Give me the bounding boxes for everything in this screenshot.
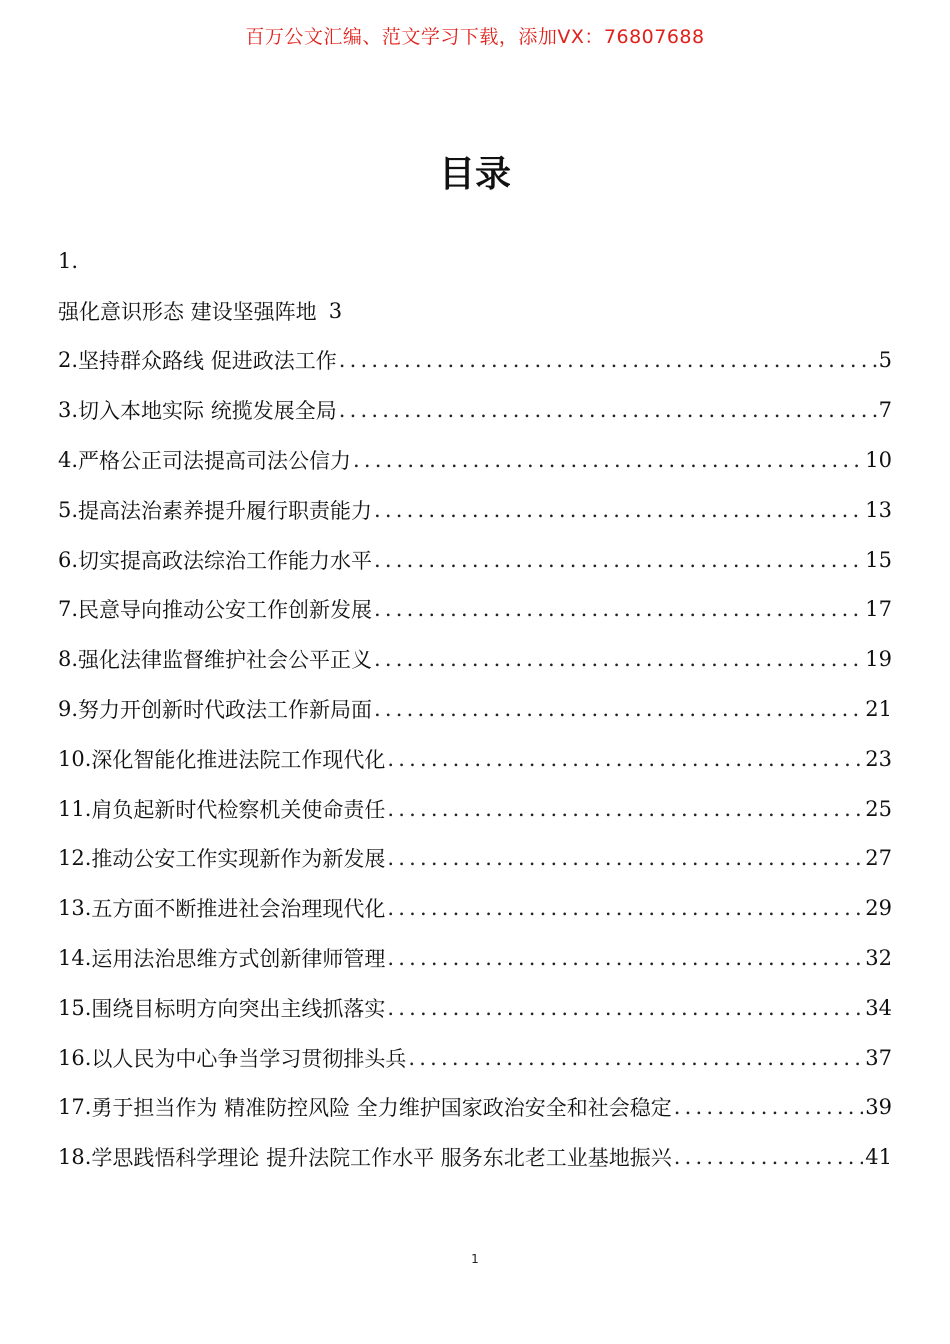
toc-entry-page: 21 — [865, 697, 892, 722]
dot-leader — [406, 1046, 863, 1070]
toc-entry[interactable] — [58, 784, 892, 834]
toc-entry-number: 4. — [58, 448, 79, 473]
toc-entry-title: 切入本地实际 统揽发展全局 — [78, 399, 337, 424]
dot-leader — [372, 697, 863, 721]
toc-entry-number: 6. — [58, 547, 79, 572]
dot-leader — [672, 1145, 864, 1169]
toc-entry[interactable] — [58, 983, 892, 1033]
toc-entry-title: 严格公正司法提高司法公信力 — [78, 449, 352, 474]
toc-entry-number: 10. — [58, 746, 92, 771]
dot-leader — [372, 647, 863, 671]
dot-leader — [385, 747, 863, 771]
toc-entry-page: 7 — [878, 398, 892, 423]
toc-entry-number: 3. — [58, 398, 79, 423]
toc-entry-page: 34 — [865, 995, 892, 1020]
toc-entry-page: 5 — [878, 348, 892, 373]
toc-entry-number: 17. — [58, 1095, 92, 1120]
toc-entry-number: 16. — [58, 1045, 92, 1070]
toc-entry[interactable] — [58, 585, 892, 635]
toc-entry-title: 强化法律监督维护社会公平正义 — [78, 648, 373, 673]
toc-entry[interactable] — [58, 435, 892, 485]
toc-entry-title: 强化意识形态 建设坚强阵地 — [58, 299, 317, 324]
page-title: 目录 — [438, 154, 511, 195]
dot-leader — [385, 896, 863, 920]
toc-entry-page: 3 — [328, 298, 343, 323]
dot-leader — [385, 846, 863, 870]
toc-entry[interactable] — [58, 1033, 892, 1083]
dot-leader — [372, 597, 863, 621]
toc-entry-number: 9. — [58, 697, 79, 722]
toc-entry-page: 19 — [865, 647, 892, 672]
toc-entry-title: 围绕目标明方向突出主线抓落实 — [91, 996, 386, 1021]
toc-entry[interactable] — [58, 634, 892, 684]
toc-entry-page: 25 — [865, 796, 892, 821]
toc-entry[interactable] — [58, 535, 892, 585]
toc-entry[interactable] — [58, 385, 892, 435]
dot-leader — [372, 548, 863, 572]
toc-entry-title: 努力开创新时代政法工作新局面 — [78, 698, 373, 723]
toc-entry-title: 五方面不断推进社会治理现代化 — [91, 897, 386, 922]
dot-leader — [337, 398, 877, 422]
toc-entry[interactable] — [58, 1083, 892, 1133]
toc-entry[interactable] — [58, 883, 892, 933]
toc-entry-number: 12. — [58, 846, 92, 871]
page-number: 1 — [471, 1252, 479, 1266]
toc-entry-title: 推动公安工作实现新作为新发展 — [91, 847, 386, 872]
toc-entry-title: 学思践悟科学理论 提升法院工作水平 服务东北老工业基地振兴 — [91, 1146, 672, 1171]
toc-entry-title: 切实提高政法综治工作能力水平 — [78, 548, 373, 573]
toc-entry-page: 29 — [865, 896, 892, 921]
toc-entry-1-title-line[interactable] — [58, 286, 892, 336]
toc-entry-number: 8. — [58, 647, 79, 672]
toc-entry-page: 10 — [865, 448, 892, 473]
header-banner: 百万公文汇编、范文学习下载，添加VX：76807688 — [245, 26, 705, 48]
toc-entry-number: 5. — [58, 497, 79, 522]
toc-entry[interactable] — [58, 933, 892, 983]
toc-entry-page: 15 — [865, 547, 892, 572]
toc-entry-page: 39 — [865, 1095, 892, 1120]
toc-entry-title: 勇于担当作为 精准防控风险 全力维护国家政治安全和社会稳定 — [91, 1096, 672, 1121]
toc-entry-title: 运用法治思维方式创新律师管理 — [91, 947, 386, 972]
toc-entry-number: 14. — [58, 946, 92, 971]
toc-entry[interactable] — [58, 336, 892, 386]
dot-leader — [351, 448, 863, 472]
toc-entry-number: 1. — [58, 248, 79, 273]
toc-entry-title: 坚持群众路线 促进政法工作 — [78, 349, 337, 374]
toc-entry-title: 以人民为中心争当学习贯彻排头兵 — [91, 1046, 407, 1071]
toc-entry-title: 民意导向推动公安工作创新发展 — [78, 598, 373, 623]
toc-entry-number: 18. — [58, 1145, 92, 1170]
dot-leader — [372, 498, 863, 522]
toc-entry-page: 32 — [865, 946, 892, 971]
toc-entry-number: 15. — [58, 995, 92, 1020]
toc-entry-title: 提高法治素养提升履行职责能力 — [78, 498, 373, 523]
dot-leader — [337, 348, 877, 372]
toc-entry-page: 23 — [865, 746, 892, 771]
toc-entry[interactable] — [58, 684, 892, 734]
table-of-contents — [58, 236, 892, 1182]
toc-entry-page: 17 — [865, 597, 892, 622]
toc-entry-title: 肩负起新时代检察机关使命责任 — [91, 797, 386, 822]
dot-leader — [385, 996, 863, 1020]
toc-entry[interactable] — [58, 1132, 892, 1182]
toc-entry-page: 41 — [865, 1145, 892, 1170]
toc-entry-title: 深化智能化推进法院工作现代化 — [91, 747, 386, 772]
toc-entry-page: 27 — [865, 846, 892, 871]
toc-entry-1-number-line[interactable] — [58, 236, 892, 286]
toc-entry[interactable] — [58, 734, 892, 784]
toc-entry-number: 13. — [58, 896, 92, 921]
dot-leader — [385, 797, 863, 821]
toc-entry-number: 2. — [58, 348, 79, 373]
toc-entry-number: 7. — [58, 597, 79, 622]
toc-entry-page: 37 — [865, 1045, 892, 1070]
dot-leader — [385, 946, 863, 970]
toc-entry-number: 11. — [58, 796, 92, 821]
toc-entry[interactable] — [58, 485, 892, 535]
dot-leader — [672, 1095, 864, 1119]
toc-entry-page: 13 — [865, 497, 892, 522]
toc-entry[interactable] — [58, 834, 892, 884]
